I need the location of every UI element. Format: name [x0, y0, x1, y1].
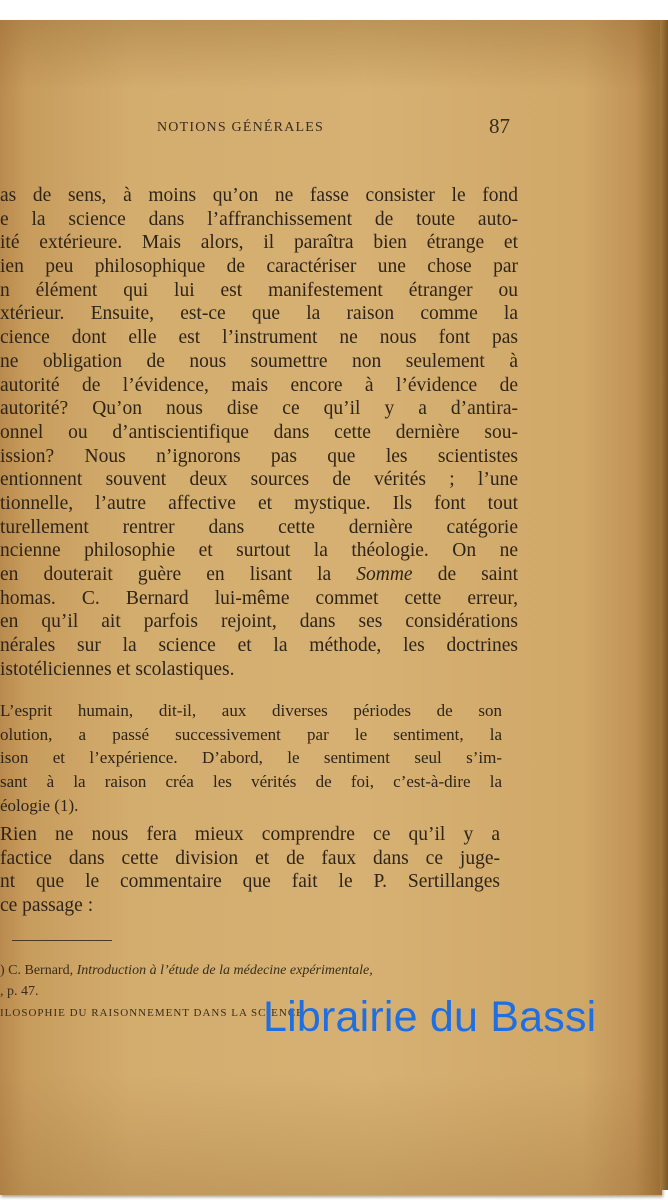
footnote-marker: ) C. Bernard, — [0, 963, 74, 978]
text-line-with-title — [0, 563, 518, 587]
text-line: factice dans cette division et de faux dans ce juge- — [0, 847, 500, 869]
paragraph-1 — [0, 184, 518, 681]
text-line: istotéliciennes et scolastiques. — [0, 658, 235, 680]
text-line: autorité? Qu’on nous dise ce qu’il y a d’antira- — [0, 398, 518, 420]
text-fragment: en douterait guère en lisant la — [0, 564, 332, 585]
text-line: ncienne philosophie et surtout la théologie. On ne — [0, 540, 518, 562]
text-line: autorité de l’évidence, mais encore à l’évidence de — [0, 374, 518, 396]
footnote-page: , p. 47. — [0, 984, 39, 999]
text-line: ien peu philosophique de caractériser une chose par — [0, 256, 518, 278]
footnote-line — [0, 960, 490, 981]
quote-line: ison et l’expérience. D’abord, le sentiment seul s’im- — [0, 748, 502, 768]
text-line: ce passage : — [0, 895, 94, 917]
text-line: cience dont elle est l’instrument ne nous font pas — [0, 327, 518, 349]
footnote-rule — [12, 940, 112, 941]
page-edge — [660, 20, 668, 1190]
text-line: en qu’il ait parfois rejoint, dans ses considérations — [0, 611, 518, 633]
text-line: ité extérieure. Mais alors, il paraîtra bien étrange et — [0, 232, 518, 254]
quote-line: olution, a passé successivement par le sentiment, la — [0, 724, 502, 744]
text-line: homas. C. Bernard lui-même commet cette erreur, — [0, 587, 518, 609]
text-line: Rien ne nous fera mieux comprendre ce qu’il y a — [0, 824, 500, 845]
watermark: Librairie du Bassi — [263, 993, 597, 1041]
signature-line: ILOSOPHIE DU RAISONNEMENT DANS LA SCIENCE — [0, 1007, 304, 1019]
text-line: ission? Nous n’ignorons pas que les scientistes — [0, 445, 518, 467]
quote-line: éologie (1). — [0, 795, 79, 815]
text-line: onnel ou d’antiscientifique dans cette dernière sou- — [0, 421, 518, 443]
text-line: nt que le commentaire que fait le P. Sertillanges — [0, 871, 500, 893]
page-number: 87 — [489, 114, 510, 138]
text-line: as de sens, à moins qu’on ne fasse consister le fond — [0, 185, 518, 206]
text-line: turellement rentrer dans cette dernière catégorie — [0, 516, 518, 538]
quote-line: L’esprit humain, dit-il, aux diverses périodes de son — [0, 701, 502, 720]
text-line: xtérieur. Ensuite, est-ce que la raison comme la — [0, 303, 518, 325]
text-line: nérales sur la science et la méthode, les doctrines — [0, 635, 518, 657]
book-title-italic: Somme — [356, 564, 413, 585]
text-fragment: de saint — [437, 564, 518, 585]
text-line: tionnelle, l’autre affective et mystique. Ils font tout — [0, 492, 518, 514]
running-title: NOTIONS GÉNÉRALES — [157, 120, 325, 135]
text-line: ne obligation de nous soumettre non seulement à — [0, 350, 518, 372]
page-header — [0, 114, 662, 144]
quotation-block — [0, 700, 502, 818]
footnote-title: Introduction à l’étude de la médecine expérimentale, — [76, 963, 373, 978]
text-line: entionnent souvent deux sources de vérités ; l’une — [0, 469, 518, 491]
text-line: n élément qui lui est manifestement étranger ou — [0, 279, 518, 301]
text-line: e la science dans l’affranchissement de toute auto- — [0, 208, 518, 230]
quote-line: sant à la raison créa les vérités de foi, c’est-à-dire la — [0, 772, 502, 792]
paragraph-2 — [0, 823, 500, 918]
